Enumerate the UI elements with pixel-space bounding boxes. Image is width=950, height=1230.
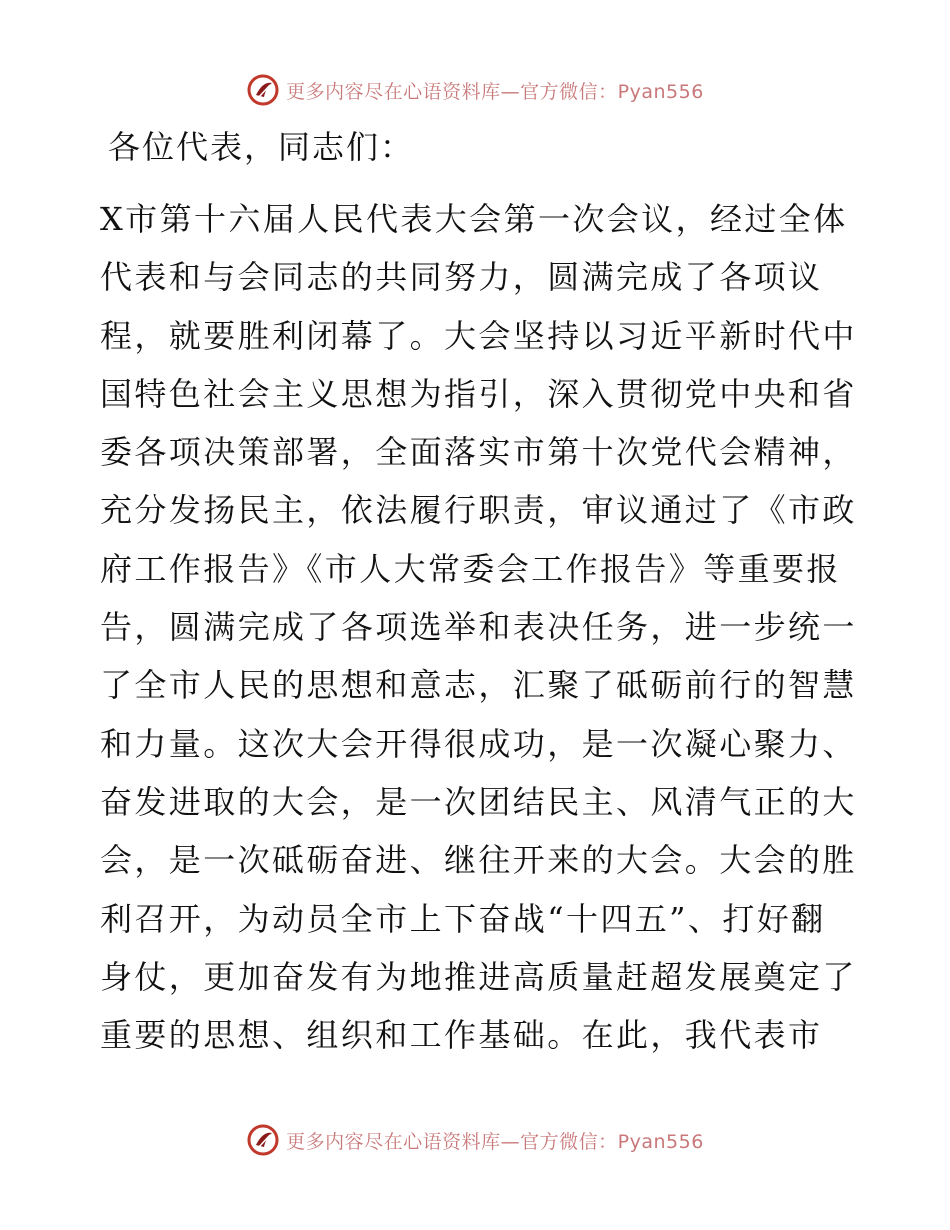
greeting: 各位代表，同志们： xyxy=(108,128,415,166)
body-line: 委各项决策部署，全面落实市第十次党代会精神， xyxy=(100,433,857,472)
footer-banner xyxy=(0,1120,950,1160)
body-line: 奋发进取的大会，是一次团结民主、风清气正的大 xyxy=(100,782,857,821)
body-line: 程，就要胜利闭幕了。大会坚持以习近平新时代中 xyxy=(100,316,857,355)
footer-banner-text: 更多内容尽在心语资料库—官方微信：Pyan556 xyxy=(286,1130,704,1153)
body-line: 和力量。这次大会开得很成功，是一次凝心聚力、 xyxy=(100,724,857,763)
body-text xyxy=(100,190,860,1064)
body-line: 充分发扬民主，依法履行职责，审议通过了《市政 xyxy=(100,491,857,530)
header-banner-text: 更多内容尽在心语资料库—官方微信：Pyan556 xyxy=(286,80,704,103)
body-line: 代表和与会同志的共同努力，圆满完成了各项议 xyxy=(100,258,823,297)
body-line: 会，是一次砥砺奋进、继往开来的大会。大会的胜 xyxy=(100,841,857,880)
body-line: 利召开，为动员全市上下奋战“十四五”、打好翻 xyxy=(100,899,826,938)
body-line: 告，圆满完成了各项选举和表决任务，进一步统一 xyxy=(100,608,857,647)
body-line: 国特色社会主义思想为指引，深入贯彻党中央和省 xyxy=(100,374,857,413)
body-line: 重要的思想、组织和工作基础。在此，我代表市 xyxy=(100,1016,823,1055)
body-line: 了全市人民的思想和意志，汇聚了砥砺前行的智慧 xyxy=(100,666,857,705)
logo-icon xyxy=(246,73,280,107)
logo-icon xyxy=(246,1123,280,1157)
body-line: 府工作报告》《市人大常委会工作报告》等重要报 xyxy=(100,549,841,588)
header-banner xyxy=(0,70,950,110)
body-line: X市第十六届人民代表大会第一次会议，经过全体 xyxy=(100,200,848,238)
body-line: 身仗，更加奋发有为地推进高质量赶超发展奠定了 xyxy=(100,957,857,996)
